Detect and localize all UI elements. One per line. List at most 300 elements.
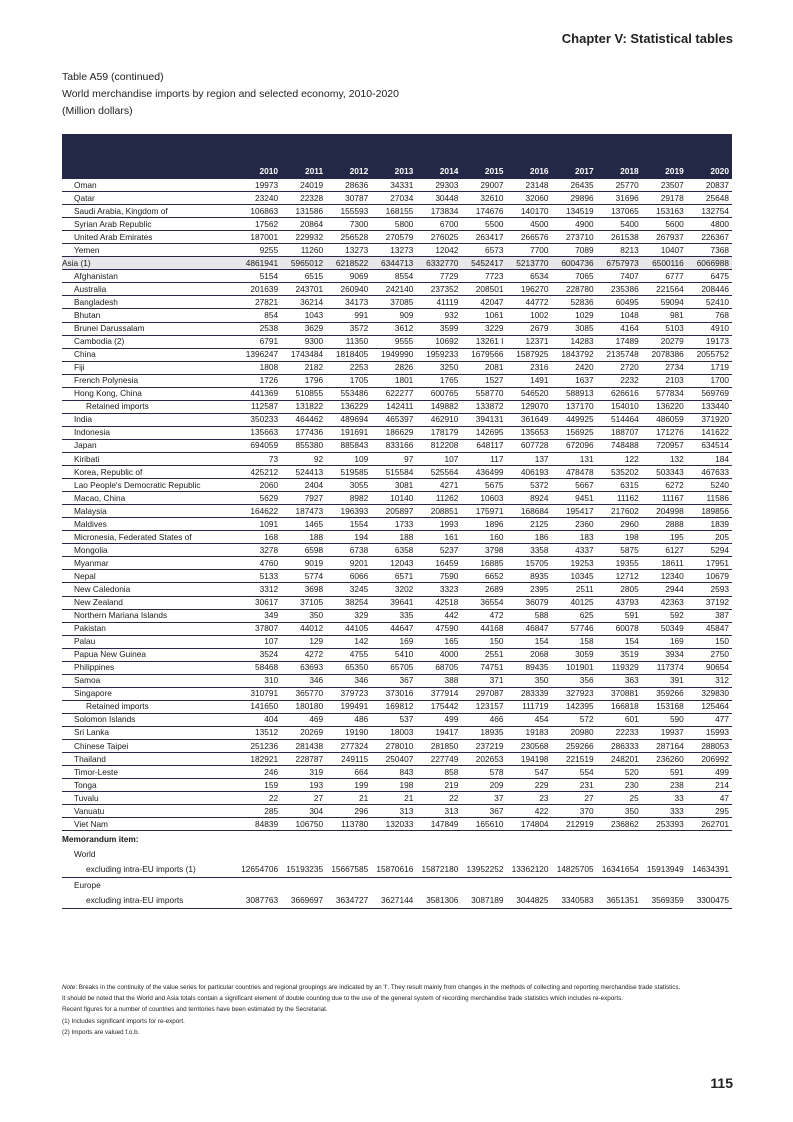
value-cell: 2538 <box>236 322 281 335</box>
value-cell: 45847 <box>687 622 732 635</box>
header-corner <box>62 165 236 179</box>
value-cell: 60078 <box>597 622 642 635</box>
imports-table <box>62 134 732 909</box>
value-cell: 8924 <box>506 492 551 505</box>
table-row <box>62 818 732 831</box>
value-cell: 1061 <box>461 309 506 322</box>
table-row <box>62 244 732 257</box>
value-cell: 464462 <box>281 413 326 426</box>
row-label: Myanmar <box>62 557 236 570</box>
value-cell: 3312 <box>236 583 281 596</box>
value-cell: 2826 <box>371 361 416 374</box>
value-cell: 607728 <box>506 439 551 452</box>
note-3: Recent figures for a number of countries and territories have been estimated by the Secretariat. <box>62 1006 328 1014</box>
value-cell: 370881 <box>597 687 642 700</box>
value-cell: 7729 <box>416 270 461 283</box>
value-cell: 441369 <box>236 387 281 400</box>
value-cell: 5237 <box>416 544 461 557</box>
value-cell: 209 <box>461 779 506 792</box>
value-cell: 27 <box>281 792 326 805</box>
memorandum-label-row <box>62 878 732 893</box>
row-label: China <box>62 348 236 361</box>
value-cell: 21 <box>371 792 416 805</box>
value-cell: 177436 <box>281 426 326 439</box>
value-cell: 5629 <box>236 492 281 505</box>
value-cell: 304 <box>281 805 326 818</box>
value-cell: 3087763 <box>236 892 281 909</box>
value-cell: 129070 <box>506 400 551 413</box>
table-row <box>62 609 732 622</box>
value-cell: 319 <box>281 766 326 779</box>
value-cell: 19417 <box>416 726 461 739</box>
value-cell: 5154 <box>236 270 281 283</box>
value-cell: 15872180 <box>416 861 461 878</box>
value-cell: 6344713 <box>371 257 416 270</box>
value-cell: 1959233 <box>416 348 461 361</box>
value-cell: 44772 <box>506 296 551 309</box>
value-cell: 3599 <box>416 322 461 335</box>
value-cell: 242140 <box>371 283 416 296</box>
value-cell: 107 <box>236 635 281 648</box>
value-cell: 1796 <box>281 374 326 387</box>
value-cell: 158 <box>552 635 597 648</box>
row-label: Timor-Leste <box>62 766 236 779</box>
value-cell: 10692 <box>416 335 461 348</box>
value-cell: 6272 <box>642 479 687 492</box>
value-cell: 3250 <box>416 361 461 374</box>
table-title: World merchandise imports by region and selected economy, 2010-2020 <box>62 88 399 100</box>
value-cell: 20837 <box>687 179 732 192</box>
value-cell: 13512 <box>236 726 281 739</box>
value-cell: 5213770 <box>506 257 551 270</box>
value-cell: 3524 <box>236 648 281 661</box>
row-label: Cambodia (2) <box>62 335 236 348</box>
value-cell: 236862 <box>597 818 642 831</box>
value-cell: 89435 <box>506 661 551 674</box>
value-cell: 425212 <box>236 466 281 479</box>
value-cell: 2125 <box>506 518 551 531</box>
value-cell: 2551 <box>461 648 506 661</box>
value-cell: 131586 <box>281 205 326 218</box>
value-cell: 510855 <box>281 387 326 400</box>
value-cell: 379723 <box>326 687 371 700</box>
value-cell: 858 <box>416 766 461 779</box>
value-cell: 7407 <box>597 270 642 283</box>
value-cell: 195 <box>642 531 687 544</box>
value-cell: 20269 <box>281 726 326 739</box>
table-row <box>62 518 732 531</box>
value-cell: 134519 <box>552 205 597 218</box>
value-cell: 286333 <box>597 740 642 753</box>
value-cell: 310791 <box>236 687 281 700</box>
value-cell: 1048 <box>597 309 642 322</box>
value-cell: 2360 <box>552 518 597 531</box>
value-cell: 14634391 <box>687 861 732 878</box>
value-cell: 3698 <box>281 583 326 596</box>
value-cell: 195417 <box>552 505 597 518</box>
value-cell: 43793 <box>597 596 642 609</box>
value-cell: 60495 <box>597 296 642 309</box>
value-cell: 50349 <box>642 622 687 635</box>
table-row <box>62 361 732 374</box>
value-cell: 3323 <box>416 583 461 596</box>
value-cell: 283339 <box>506 687 551 700</box>
table-row <box>62 479 732 492</box>
value-cell: 9201 <box>326 557 371 570</box>
memorandum-title: Memorandum item: <box>62 833 139 844</box>
value-cell: 1587925 <box>506 348 551 361</box>
value-cell: 199491 <box>326 700 371 713</box>
value-cell: 169812 <box>371 700 416 713</box>
value-cell: 7723 <box>461 270 506 283</box>
value-cell: 273710 <box>552 231 597 244</box>
value-cell: 2734 <box>642 361 687 374</box>
value-cell: 20980 <box>552 726 597 739</box>
value-cell: 1465 <box>281 518 326 531</box>
value-cell: 4500 <box>506 218 551 231</box>
value-cell: 371920 <box>687 413 732 426</box>
value-cell: 6475 <box>687 270 732 283</box>
value-cell: 36214 <box>281 296 326 309</box>
table-row <box>62 570 732 583</box>
value-cell: 267937 <box>642 231 687 244</box>
value-cell: 133872 <box>461 400 506 413</box>
value-cell: 22 <box>236 792 281 805</box>
memorandum-value-row <box>62 892 732 909</box>
value-cell: 3087189 <box>461 892 506 909</box>
table-row <box>62 283 732 296</box>
value-cell: 350 <box>506 674 551 687</box>
value-cell: 19183 <box>506 726 551 739</box>
value-cell: 261538 <box>597 231 642 244</box>
table-row <box>62 452 732 465</box>
row-label: Fiji <box>62 361 236 374</box>
value-cell: 664 <box>326 766 371 779</box>
value-cell: 554 <box>552 766 597 779</box>
value-cell: 259266 <box>552 740 597 753</box>
value-cell: 58468 <box>236 661 281 674</box>
value-cell: 248201 <box>597 753 642 766</box>
value-cell: 367 <box>461 805 506 818</box>
value-cell: 117374 <box>642 661 687 674</box>
row-label: Japan <box>62 439 236 452</box>
value-cell: 3358 <box>506 544 551 557</box>
value-cell: 4271 <box>416 479 461 492</box>
value-cell: 1719 <box>687 361 732 374</box>
value-cell: 52410 <box>687 296 732 309</box>
value-cell: 297087 <box>461 687 506 700</box>
row-label: Pakistan <box>62 622 236 635</box>
value-cell: 92 <box>281 452 326 465</box>
value-cell: 1839 <box>687 518 732 531</box>
value-cell: 206992 <box>687 753 732 766</box>
value-cell: 184 <box>687 452 732 465</box>
value-cell: 333 <box>642 805 687 818</box>
value-cell: 125464 <box>687 700 732 713</box>
table-row <box>62 348 732 361</box>
value-cell: 7065 <box>552 270 597 283</box>
value-cell: 29007 <box>461 179 506 192</box>
value-cell: 503343 <box>642 466 687 479</box>
value-cell: 626616 <box>597 387 642 400</box>
value-cell: 25770 <box>597 179 642 192</box>
value-cell: 1743484 <box>281 348 326 361</box>
value-cell: 18003 <box>371 726 416 739</box>
value-cell: 182921 <box>236 753 281 766</box>
table-row <box>62 753 732 766</box>
table-row <box>62 492 732 505</box>
value-cell: 194 <box>326 531 371 544</box>
value-cell: 25648 <box>687 192 732 205</box>
value-cell: 2068 <box>506 648 551 661</box>
value-cell: 590 <box>642 713 687 726</box>
row-label: Bangladesh <box>62 296 236 309</box>
value-cell: 748488 <box>597 439 642 452</box>
row-label: Hong Kong, China <box>62 387 236 400</box>
value-cell: 106750 <box>281 818 326 831</box>
value-cell: 47 <box>687 792 732 805</box>
value-cell: 6700 <box>416 218 461 231</box>
value-cell: 519585 <box>326 466 371 479</box>
value-cell: 7300 <box>326 218 371 231</box>
value-cell: 3300475 <box>687 892 732 909</box>
value-cell: 27034 <box>371 192 416 205</box>
table-row <box>62 218 732 231</box>
value-cell: 111719 <box>506 700 551 713</box>
row-label: India <box>62 413 236 426</box>
value-cell: 422 <box>506 805 551 818</box>
value-cell: 3651351 <box>597 892 642 909</box>
value-cell: 161 <box>416 531 461 544</box>
value-cell: 270579 <box>371 231 416 244</box>
value-cell: 9255 <box>236 244 281 257</box>
value-cell: 295 <box>687 805 732 818</box>
value-cell: 327923 <box>552 687 597 700</box>
value-cell: 250407 <box>371 753 416 766</box>
value-cell: 329830 <box>687 687 732 700</box>
value-cell: 8554 <box>371 270 416 283</box>
row-label: Korea, Republic of <box>62 466 236 479</box>
value-cell: 7927 <box>281 492 326 505</box>
value-cell: 6738 <box>326 544 371 557</box>
value-cell: 3278 <box>236 544 281 557</box>
value-cell: 9069 <box>326 270 371 283</box>
value-cell: 855380 <box>281 439 326 452</box>
table-row <box>62 740 732 753</box>
row-label: Lao People's Democratic Republic <box>62 479 236 492</box>
year-header: 2020 <box>687 165 732 179</box>
value-cell: 472 <box>461 609 506 622</box>
value-cell: 6652 <box>461 570 506 583</box>
value-cell: 12712 <box>597 570 642 583</box>
value-cell: 588913 <box>552 387 597 400</box>
value-cell: 3569359 <box>642 892 687 909</box>
value-cell: 11262 <box>416 492 461 505</box>
value-cell: 514464 <box>597 413 642 426</box>
value-cell: 2420 <box>552 361 597 374</box>
value-cell: 42047 <box>461 296 506 309</box>
value-cell: 73 <box>236 452 281 465</box>
value-cell: 235386 <box>597 283 642 296</box>
table-row <box>62 687 732 700</box>
value-cell: 4755 <box>326 648 371 661</box>
value-cell: 11162 <box>597 492 642 505</box>
value-cell: 229 <box>506 779 551 792</box>
value-cell: 30617 <box>236 596 281 609</box>
row-label: New Caledonia <box>62 583 236 596</box>
value-cell: 449925 <box>552 413 597 426</box>
value-cell: 2593 <box>687 583 732 596</box>
value-cell: 29303 <box>416 179 461 192</box>
value-cell: 205897 <box>371 505 416 518</box>
sub-row <box>62 400 732 413</box>
table-row <box>62 466 732 479</box>
value-cell: 5410 <box>371 648 416 661</box>
value-cell: 1091 <box>236 518 281 531</box>
value-cell: 17489 <box>597 335 642 348</box>
value-cell: 4164 <box>597 322 642 335</box>
row-label: Syrian Arab Republic <box>62 218 236 231</box>
value-cell: 588 <box>506 609 551 622</box>
value-cell: 5103 <box>642 322 687 335</box>
value-cell: 3572 <box>326 322 371 335</box>
value-cell: 6573 <box>461 244 506 257</box>
table-row <box>62 205 732 218</box>
value-cell: 1801 <box>371 374 416 387</box>
value-cell: 135663 <box>236 426 281 439</box>
value-cell: 486 <box>326 713 371 726</box>
value-cell: 44105 <box>326 622 371 635</box>
value-cell: 2103 <box>642 374 687 387</box>
value-cell: 2253 <box>326 361 371 374</box>
table-row <box>62 374 732 387</box>
value-cell: 131822 <box>281 400 326 413</box>
value-cell: 236260 <box>642 753 687 766</box>
value-cell: 9451 <box>552 492 597 505</box>
value-cell: 2689 <box>461 583 506 596</box>
value-cell: 174676 <box>461 205 506 218</box>
value-cell: 478478 <box>552 466 597 479</box>
value-cell: 11167 <box>642 492 687 505</box>
value-cell: 499 <box>687 766 732 779</box>
year-header: 2012 <box>326 165 371 179</box>
value-cell: 38254 <box>326 596 371 609</box>
value-cell: 6004736 <box>552 257 597 270</box>
value-cell: 350 <box>597 805 642 818</box>
value-cell: 123157 <box>461 700 506 713</box>
value-cell: 106863 <box>236 205 281 218</box>
value-cell: 137170 <box>552 400 597 413</box>
row-label: Qatar <box>62 192 236 205</box>
value-cell: 2679 <box>506 322 551 335</box>
value-cell: 9019 <box>281 557 326 570</box>
value-cell: 8213 <box>597 244 642 257</box>
value-cell: 2135748 <box>597 348 642 361</box>
value-cell: 5875 <box>597 544 642 557</box>
row-label: United Arab Emirates <box>62 231 236 244</box>
value-cell: 32060 <box>506 192 551 205</box>
value-cell: 168684 <box>506 505 551 518</box>
value-cell: 3669697 <box>281 892 326 909</box>
value-cell: 3340583 <box>552 892 597 909</box>
value-cell: 4337 <box>552 544 597 557</box>
value-cell: 22 <box>416 792 461 805</box>
table-row <box>62 583 732 596</box>
value-cell: 249115 <box>326 753 371 766</box>
value-cell: 5800 <box>371 218 416 231</box>
value-cell: 4910 <box>687 322 732 335</box>
value-cell: 1818405 <box>326 348 371 361</box>
value-cell: 1700 <box>687 374 732 387</box>
value-cell: 6791 <box>236 335 281 348</box>
row-label: Samoa <box>62 674 236 687</box>
table-row <box>62 792 732 805</box>
year-header-row <box>62 165 732 179</box>
table-unit: (Million dollars) <box>62 105 133 117</box>
value-cell: 107 <box>416 452 461 465</box>
value-cell: 9555 <box>371 335 416 348</box>
value-cell: 2078386 <box>642 348 687 361</box>
note-label: Note <box>62 984 76 991</box>
value-cell: 1733 <box>371 518 416 531</box>
row-label: Solomon Islands <box>62 713 236 726</box>
value-cell: 1843792 <box>552 348 597 361</box>
value-cell: 208446 <box>687 283 732 296</box>
value-cell: 154 <box>597 635 642 648</box>
table-row <box>62 596 732 609</box>
value-cell: 8982 <box>326 492 371 505</box>
value-cell: 329 <box>326 609 371 622</box>
value-cell: 3229 <box>461 322 506 335</box>
value-cell: 287164 <box>642 740 687 753</box>
value-cell: 165610 <box>461 818 506 831</box>
row-label: Yemen <box>62 244 236 257</box>
value-cell: 201639 <box>236 283 281 296</box>
value-cell: 17562 <box>236 218 281 231</box>
value-cell: 25 <box>597 792 642 805</box>
value-cell: 21 <box>326 792 371 805</box>
value-cell: 260940 <box>326 283 371 296</box>
year-header: 2015 <box>461 165 506 179</box>
value-cell: 569769 <box>687 387 732 400</box>
value-cell: 65350 <box>326 661 371 674</box>
value-cell: 36079 <box>506 596 551 609</box>
row-label: Malaysia <box>62 505 236 518</box>
value-cell: 263417 <box>461 231 506 244</box>
row-label: Singapore <box>62 687 236 700</box>
value-cell: 5500 <box>461 218 506 231</box>
value-cell: 30787 <box>326 192 371 205</box>
value-cell: 19937 <box>642 726 687 739</box>
value-cell: 20279 <box>642 335 687 348</box>
value-cell: 278010 <box>371 740 416 753</box>
value-cell: 22233 <box>597 726 642 739</box>
table-row <box>62 426 732 439</box>
value-cell: 52836 <box>552 296 597 309</box>
value-cell: 196270 <box>506 283 551 296</box>
value-cell: 26435 <box>552 179 597 192</box>
value-cell: 15667585 <box>326 861 371 878</box>
value-cell: 281438 <box>281 740 326 753</box>
row-label: Macao, China <box>62 492 236 505</box>
value-cell: 39641 <box>371 596 416 609</box>
value-cell: 12371 <box>506 335 551 348</box>
value-cell: 6315 <box>597 479 642 492</box>
value-cell: 84839 <box>236 818 281 831</box>
value-cell: 3245 <box>326 583 371 596</box>
value-cell: 238 <box>642 779 687 792</box>
value-cell: 193 <box>281 779 326 792</box>
